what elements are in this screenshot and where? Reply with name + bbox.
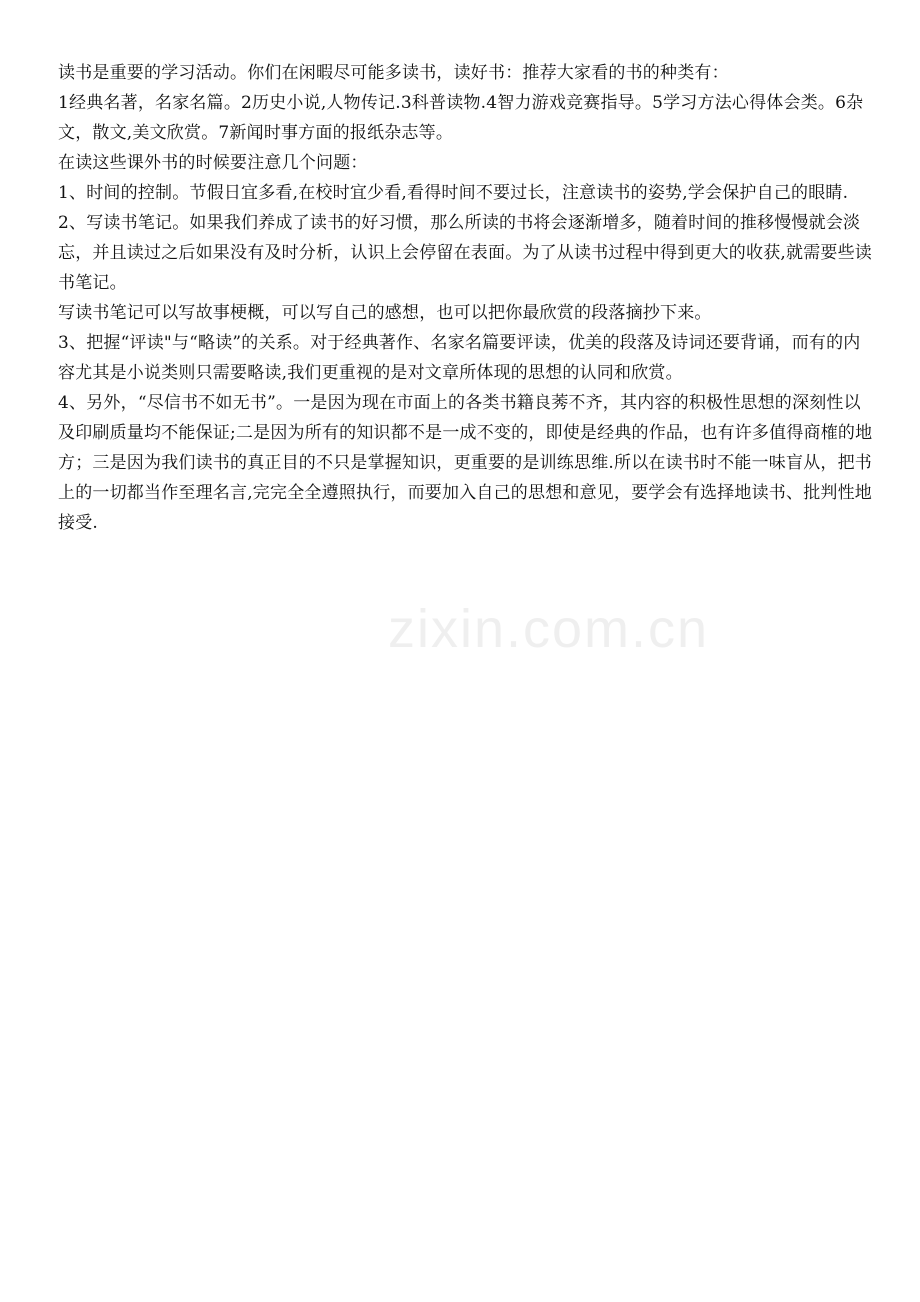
paragraph-point-3: 3、把握“评读"与“略读”的关系。对于经典著作、名家名篇要评读，优美的段落及诗词还要背诵，而有的内容尤其是小说类则只需要略读,我们更重视的是对文章所体现的思想的认同和欣赏。 [58, 333, 861, 383]
paragraph-notes-tip: 写读书笔记可以写故事梗概，可以写自己的感想，也可以把你最欣赏的段落摘抄下来。 [58, 303, 712, 323]
paragraph-notice-heading: 在读这些课外书的时候要注意几个问题： [58, 153, 368, 173]
paragraph-point-1: 1、时间的控制。节假日宜多看,在校时宜少看,看得时间不要过长，注意读书的姿势,学会保护自己的眼睛. [58, 183, 849, 203]
paragraph-point-2: 2、写读书笔记。如果我们养成了读书的好习惯，那么所读的书将会逐渐增多，随着时间的推移慢慢就会淡忘，并且读过之后如果没有及时分析，认识上会停留在表面。为了从读书过程中得到更大的收获,就需要些读书笔记。 [58, 213, 873, 293]
paragraph-book-types: 1经典名著，名家名篇。2历史小说,人物传记.3科普读物.4智力游戏竞赛指导。5学习方法心得体会类。6杂文，散文,美文欣赏。7新闻时事方面的报纸杂志等。 [58, 93, 864, 143]
document-body [58, 58, 874, 538]
watermark: zixin.com.cn [388, 599, 710, 659]
paragraph-intro: 读书是重要的学习活动。你们在闲暇尽可能多读书，读好书：推荐大家看的书的种类有： [58, 63, 729, 83]
paragraph-point-4: 4、另外，“尽信书不如无书”。一是因为现在市面上的各类书籍良莠不齐，其内容的积极性思想的深刻性以及印刷质量均不能保证;二是因为所有的知识都不是一成不变的，即使是经典的作品，也有许多值得商榷的地方；三是因为我们读书的真正目的不只是掌握知识，更重要的是训练思维.所以在读书时不能一味盲从，把书上的一切都当作至理名言,完完全全遵照执行，而要加入自己的思想和意见，要学会有选择地读书、批判性地接受. [58, 393, 873, 533]
